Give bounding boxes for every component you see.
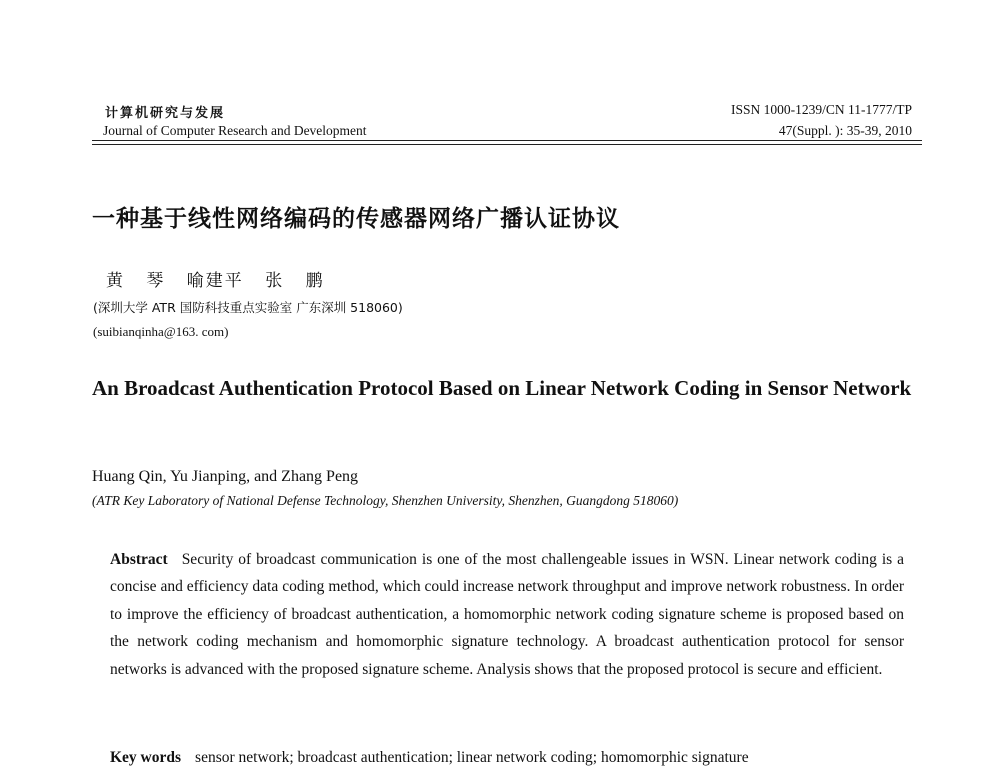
abstract-text: Security of broadcast communication is one of the most challengeable issues in WSN. Linear network coding is a concise and efficiency data coding method, which could increase network throughput and improve network robustness. In order to improve the efficiency of broadcast authentication, a homomorphic network coding signature scheme is proposed based on the network coding mechanism and homomorphic signature technology. A broadcast authentication protocol for sensor networks is advanced with the proposed signature scheme. Analysis shows that the proposed protocol is secure and efficient.: [110, 551, 904, 678]
journal-name-english: Journal of Computer Research and Development: [103, 123, 367, 138]
english-title: An Broadcast Authentication Protocol Based on Linear Network Coding in Sensor Network: [92, 376, 912, 400]
keywords-text: sensor network; broadcast authentication; linear network coding; homomorphic signature: [195, 749, 749, 766]
issn-line: ISSN 1000-1239/CN 11-1777/TP: [730, 102, 912, 117]
keywords-label: Key words: [110, 749, 182, 766]
journal-name-chinese: 计算机研究与发展: [105, 106, 226, 121]
keywords-line: [110, 744, 910, 771]
author-email: (suibianqinha@163. com): [93, 324, 229, 339]
chinese-affiliation: (深圳大学 ATR 国防科技重点实验室 广东深圳 518060): [93, 300, 403, 315]
abstract-label: Abstract: [110, 551, 168, 568]
chinese-authors: 黄 琴 喻建平 张 鹏: [106, 271, 325, 291]
chinese-title: 一种基于线性网络编码的传感器网络广播认证协议: [92, 206, 620, 232]
abstract-paragraph: [110, 546, 904, 683]
issue-line: 47(Suppl. ): 35-39, 2010: [778, 123, 912, 138]
header-rule-bottom: [92, 144, 922, 145]
english-affiliation: (ATR Key Laboratory of National Defense Technology, Shenzhen University, Shenzhen, Guangdong 518060): [92, 493, 679, 508]
english-authors: Huang Qin, Yu Jianping, and Zhang Peng: [92, 468, 359, 485]
header-rule-top: [92, 140, 922, 141]
